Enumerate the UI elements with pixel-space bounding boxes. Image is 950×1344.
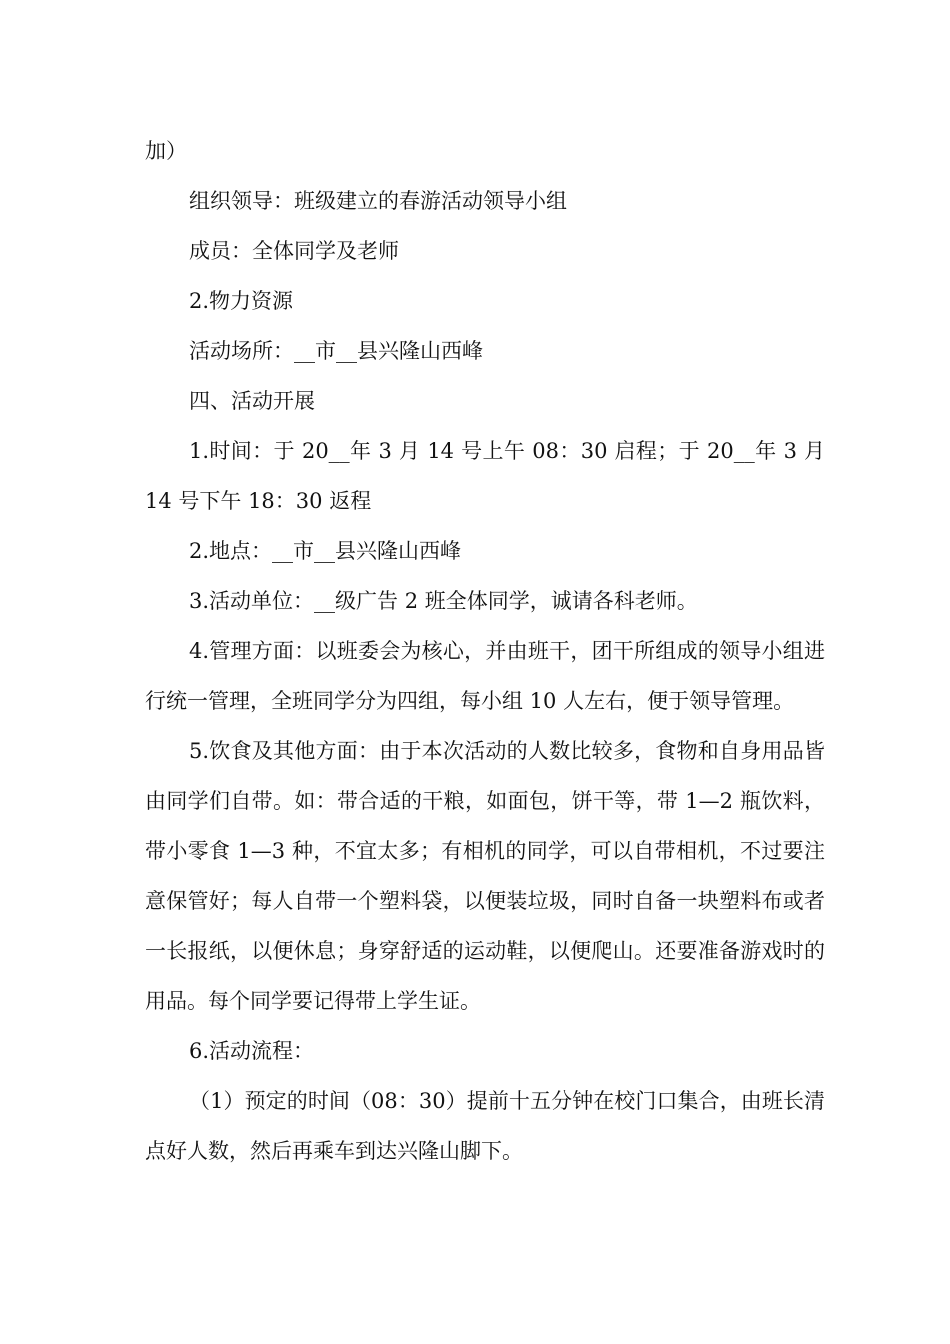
paragraph-management: 4.管理方面：以班委会为核心，并由班干，团干所组成的领导小组进行统一管理，全班同学分为四组，每小组 10 人左右，便于领导管理。 — [145, 639, 825, 713]
paragraph-activity-process: 6.活动流程： — [189, 1039, 315, 1063]
paragraph-continuation: 加） — [145, 139, 187, 163]
paragraph-participants: 3.活动单位：__级广告 2 班全体同学，诚请各科老师。 — [189, 589, 698, 613]
section-heading-activity: 四、活动开展 — [189, 389, 315, 413]
paragraph-food-and-other: 5.饮食及其他方面：由于本次活动的人数比较多，食物和自身用品皆由同学们自带。如：带合适的干粮，如面包，饼干等，带 1—2 瓶饮料，带小零食 1—3 种，不宜太多；有相机的同学，可以自带相机，不过要注意保管好；每人自带一个塑料袋，以便装垃圾，同时自备一块塑料布或者一长报纸，以便休息；身穿舒适的运动鞋，以便爬山。还要准备游戏时的用品。每个同学要记得带上学生证。 — [145, 739, 825, 1013]
paragraph-organization-leader: 组织领导：班级建立的春游活动领导小组 — [189, 189, 567, 213]
paragraph-location: 2.地点：__市__县兴隆山西峰 — [189, 539, 462, 563]
paragraph-venue: 活动场所：__市__县兴隆山西峰 — [189, 339, 483, 363]
document-body — [145, 126, 825, 1176]
paragraph-members: 成员：全体同学及老师 — [189, 239, 399, 263]
paragraph-material-resources: 2.物力资源 — [189, 289, 294, 313]
paragraph-step-1: （1）预定的时间（08：30）提前十五分钟在校门口集合，由班长清点好人数，然后再乘车到达兴隆山脚下。 — [145, 1089, 825, 1163]
paragraph-time: 1.时间：于 20__年 3 月 14 号上午 08：30 启程；于 20__年 3 月 14 号下午 18：30 返程 — [145, 439, 825, 513]
